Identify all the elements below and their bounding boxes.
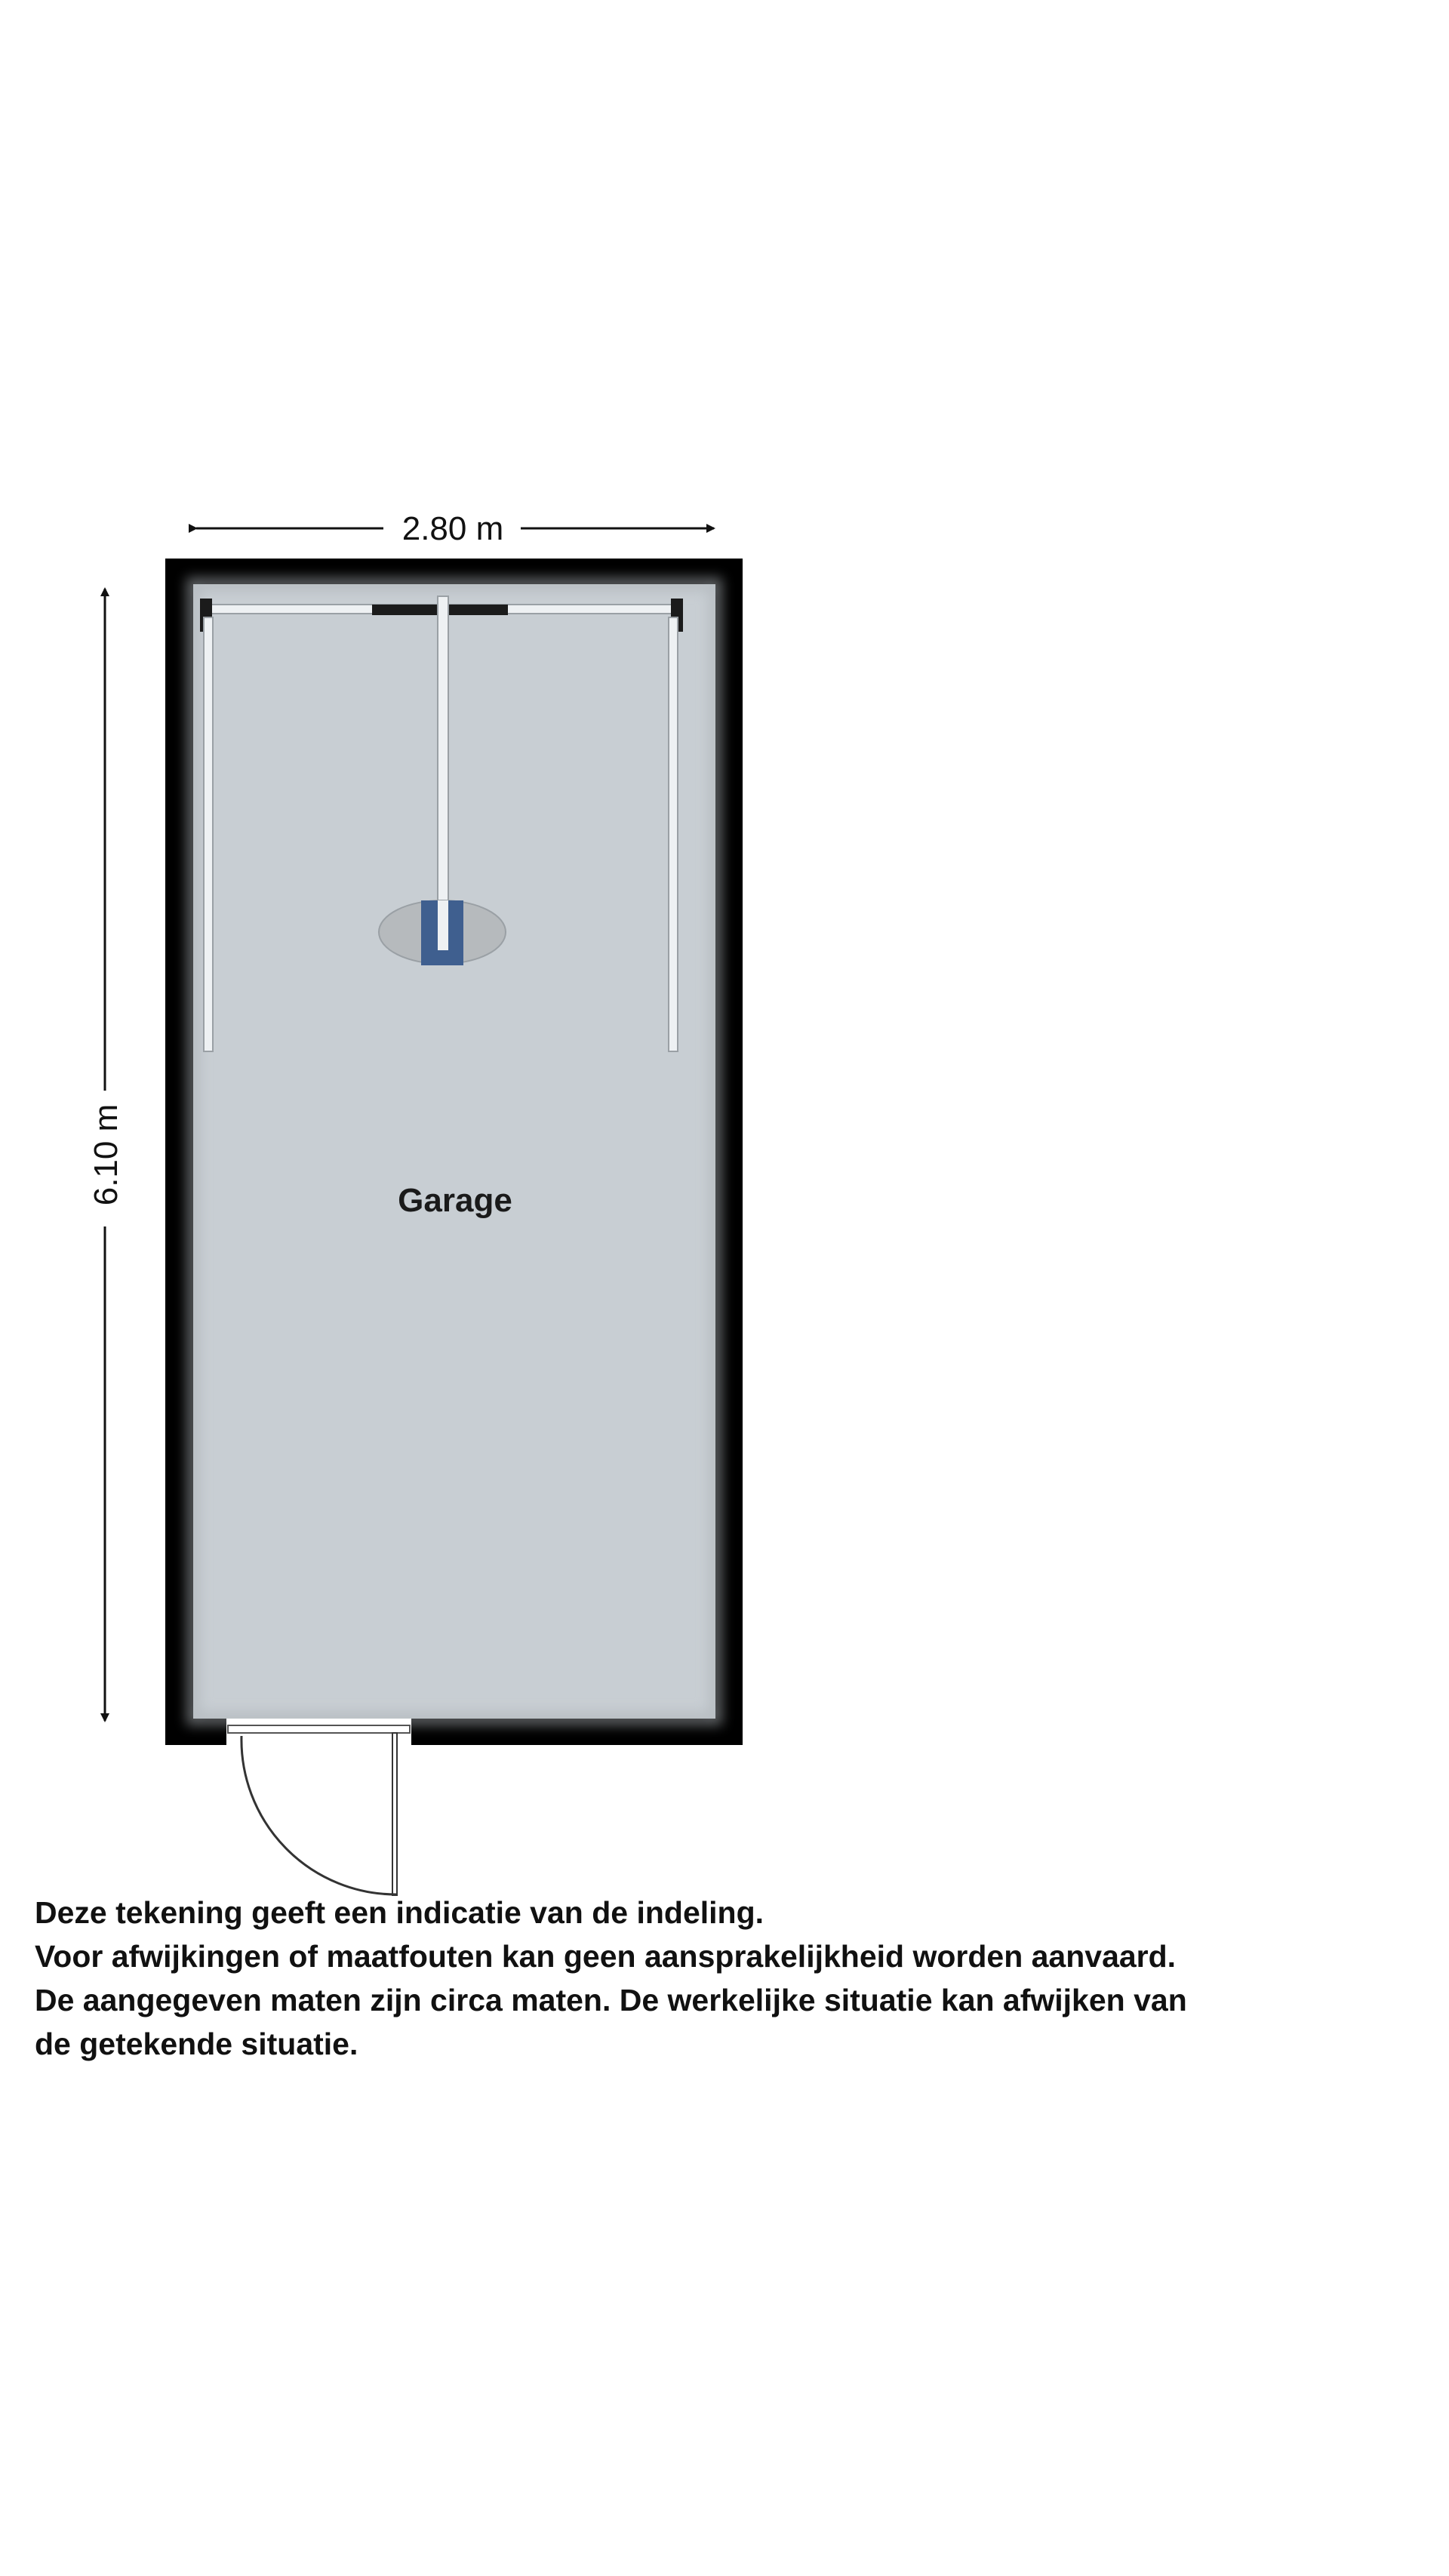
entrance-door xyxy=(226,1719,411,1895)
door-leaf xyxy=(392,1733,397,1895)
disclaimer-text xyxy=(35,1891,1431,2066)
disclaimer-line: De aangegeven maten zijn circa maten. De werkelijke situatie kan afwijken van xyxy=(35,1983,1187,2017)
door-threshold xyxy=(228,1725,410,1733)
door-swing-arc xyxy=(242,1736,396,1894)
garage-floor xyxy=(193,584,715,1719)
disclaimer-line: Voor afwijkingen of maatfouten kan geen aansprakelijkheid worden aanvaard. xyxy=(35,1939,1177,1974)
disclaimer-line: Deze tekening geeft een indicatie van de indeling. xyxy=(35,1895,764,1930)
left-side-rail xyxy=(204,617,213,1051)
center-drive-rail xyxy=(438,596,448,943)
depth-dimension xyxy=(88,589,125,1721)
disclaimer-line: de getekende situatie. xyxy=(35,2027,358,2061)
width-dimension-label: 2.80 m xyxy=(401,510,504,547)
opener-motor-slot xyxy=(438,900,448,950)
width-dimension xyxy=(196,510,714,547)
depth-dimension-label: 6.10 m xyxy=(88,1103,125,1206)
room-label: Garage xyxy=(398,1182,512,1219)
right-side-rail xyxy=(669,617,678,1051)
